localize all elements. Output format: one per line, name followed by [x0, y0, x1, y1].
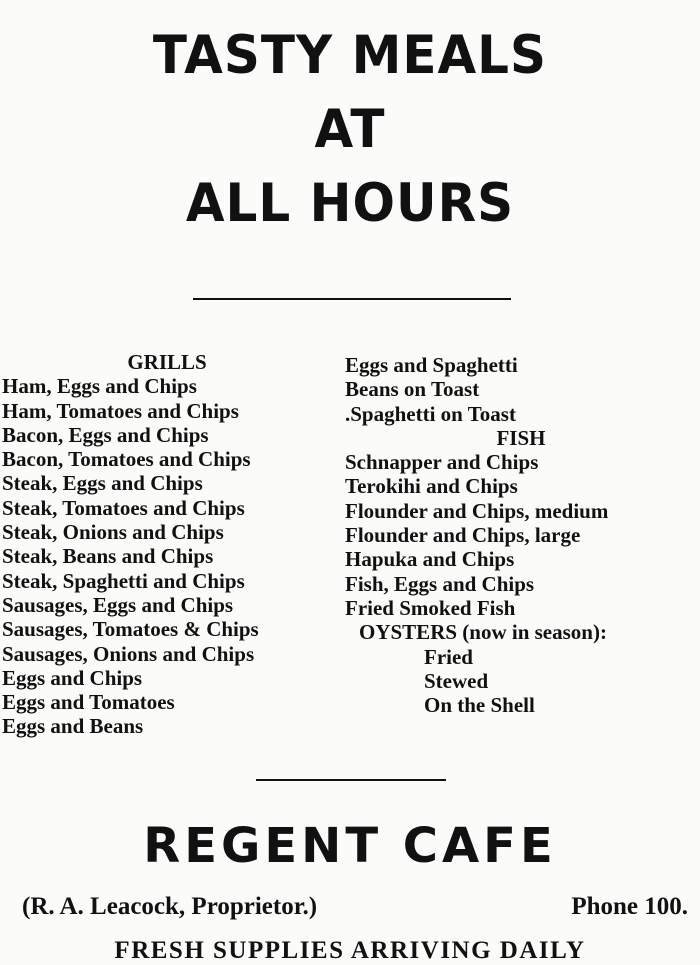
list-item: .Spaghetti on Toast [345, 401, 516, 426]
oysters-label: OYSTERS (now in season): [359, 620, 607, 645]
list-item: Sausages, Eggs and Chips [2, 592, 234, 617]
phone-number: Phone 100. [571, 893, 688, 920]
headline-line-2: AT [314, 98, 386, 160]
proprietor-line: (R. A. Leacock, Proprietor.) [22, 893, 318, 920]
list-item: On the Shell [424, 693, 535, 718]
list-item: Flounder and Chips, medium [345, 498, 609, 523]
fish-heading: FISH [496, 425, 546, 450]
headline-line-1: TASTY MEALS [152, 24, 548, 86]
list-item: Sausages, Tomatoes & Chips [2, 617, 259, 642]
list-item: Terokihi and Chips [345, 474, 518, 499]
list-item: Eggs and Beans [2, 714, 144, 739]
bottom-divider [256, 779, 446, 781]
cafe-name: REGENT CAFE [143, 818, 557, 874]
list-item: Sausages, Onions and Chips [2, 641, 255, 666]
list-item: Hapuka and Chips [345, 547, 515, 572]
list-item: Steak, Spaghetti and Chips [2, 568, 245, 593]
list-item: Steak, Beans and Chips [2, 544, 214, 569]
headline-line-3: ALL HOURS [185, 172, 515, 234]
list-item: Steak, Onions and Chips [2, 520, 224, 545]
top-divider [193, 298, 511, 300]
list-item: Fried [424, 644, 473, 669]
list-item: Stewed [424, 668, 489, 693]
list-item: Bacon, Tomatoes and Chips [2, 447, 251, 472]
list-item: Flounder and Chips, large [345, 523, 581, 548]
list-item: Bacon, Eggs and Chips [2, 422, 209, 447]
list-item: Beans on Toast [345, 377, 480, 402]
list-item: Fish, Eggs and Chips [345, 571, 535, 596]
list-item: Fried Smoked Fish [345, 595, 516, 620]
fish-column [345, 353, 697, 717]
list-item: Ham, Tomatoes and Chips [2, 398, 239, 423]
list-item: Eggs and Chips [2, 665, 143, 690]
list-item: Schnapper and Chips [345, 450, 539, 475]
list-item: Eggs and Tomatoes [2, 690, 175, 715]
list-item: Eggs and Spaghetti [345, 353, 518, 377]
tagline: FRESH SUPPLIES ARRIVING DAILY [114, 937, 586, 964]
list-item: Ham, Eggs and Chips [2, 374, 197, 399]
list-item: Steak, Tomatoes and Chips [2, 495, 245, 520]
grills-heading: GRILLS [127, 350, 207, 374]
grills-column [2, 350, 332, 739]
list-item: Steak, Eggs and Chips [2, 471, 203, 496]
